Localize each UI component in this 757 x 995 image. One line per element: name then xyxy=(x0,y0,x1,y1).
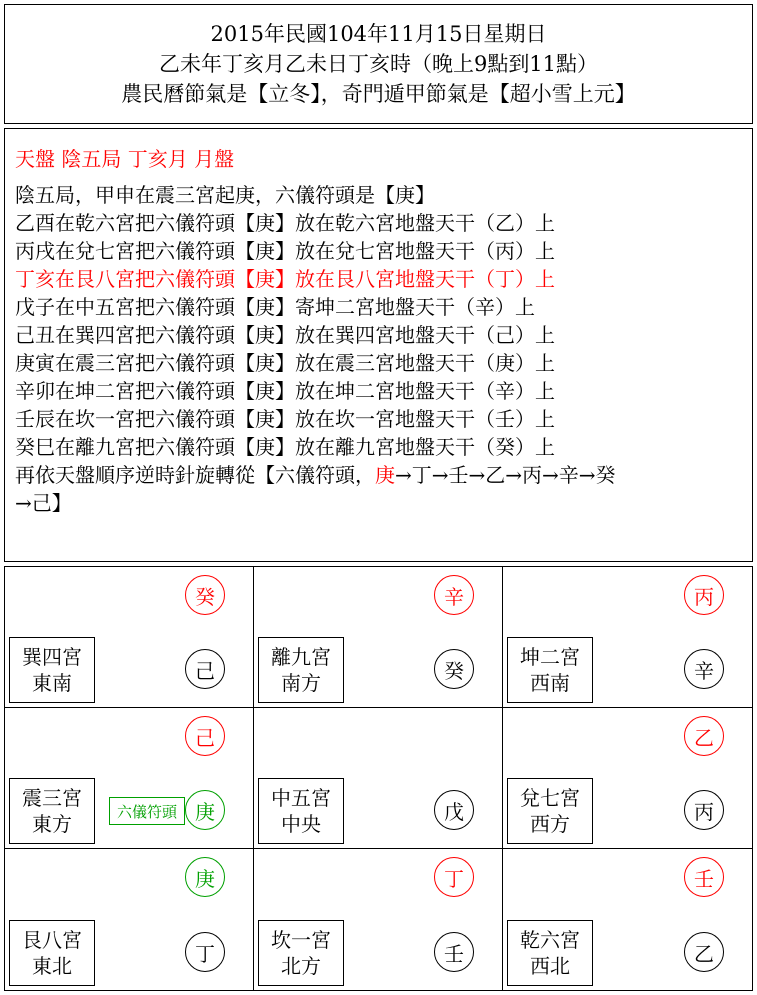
header-line-ganzhi: 乙未年丁亥月乙未日丁亥時（晚上9點到11點） xyxy=(158,52,599,76)
date-header-box xyxy=(4,4,753,124)
explanation-line-7: 辛卯在坤二宮把六儀符頭【庚】放在坤二宮地盤天干（辛）上 xyxy=(15,379,555,403)
palace-cell-gen8 xyxy=(5,849,254,990)
rotation-suffix: →丁→壬→乙→丙→辛→癸 xyxy=(395,463,616,487)
heaven-stem-circle: 辛 xyxy=(434,575,474,615)
nine-palace-grid xyxy=(4,566,753,991)
palace-name-box xyxy=(507,637,593,703)
palace-cell-kan1 xyxy=(254,849,503,990)
earth-stem-circle: 辛 xyxy=(684,649,724,689)
explanation-box xyxy=(4,128,753,562)
palace-name-line2: 西方 xyxy=(530,812,570,836)
palace-cell-xun4 xyxy=(5,567,254,708)
palace-name-line2: 北方 xyxy=(281,954,321,978)
explanation-line-6: 庚寅在震三宮把六儀符頭【庚】放在震三宮地盤天干（庚）上 xyxy=(15,351,555,375)
heaven-stem-circle: 壬 xyxy=(684,857,724,897)
palace-name-box xyxy=(258,778,344,844)
palace-name-line1: 離九宮 xyxy=(271,645,331,669)
earth-stem-circle: 乙 xyxy=(684,932,724,972)
palace-name-line1: 坎一宮 xyxy=(271,928,331,952)
explanation-line-2: 丙戌在兌七宮把六儀符頭【庚】放在兌七宮地盤天干（丙）上 xyxy=(15,239,555,263)
palace-name-box xyxy=(507,778,593,844)
palace-name-line1: 乾六宮 xyxy=(520,928,580,952)
explanation-line-8: 壬辰在坎一宮把六儀符頭【庚】放在坎一宮地盤天干（壬）上 xyxy=(15,407,555,431)
explanation-line-3: 丁亥在艮八宮把六儀符頭【庚】放在艮八宮地盤天干（丁）上 xyxy=(15,267,555,291)
heaven-stem-circle: 己 xyxy=(185,716,225,756)
heaven-stem-circle: 庚 xyxy=(185,857,225,897)
heaven-stem-circle: 乙 xyxy=(684,716,724,756)
fuhead-tag: 六儀符頭 xyxy=(109,797,185,825)
palace-name-box xyxy=(258,637,344,703)
palace-name-line1: 艮八宮 xyxy=(22,928,82,952)
palace-name-line1: 兌七宮 xyxy=(520,786,580,810)
palace-name-line2: 東南 xyxy=(32,671,72,695)
explanation-line-0: 陰五局，甲申在震三宮起庚，六儀符頭是【庚】 xyxy=(15,183,435,207)
header-line-date: 2015年民國104年11月15日星期日 xyxy=(210,22,547,46)
earth-stem-circle: 丙 xyxy=(684,790,724,830)
heaven-stem-circle: 癸 xyxy=(185,575,225,615)
palace-name-line1: 巽四宮 xyxy=(22,645,82,669)
earth-stem-circle: 己 xyxy=(185,649,225,689)
palace-name-line2: 東北 xyxy=(32,954,72,978)
earth-stem-circle: 癸 xyxy=(434,649,474,689)
palace-name-line1: 中五宮 xyxy=(271,786,331,810)
palace-name-line2: 西南 xyxy=(530,671,570,695)
earth-stem-circle: 丁 xyxy=(185,932,225,972)
palace-name-line1: 震三宮 xyxy=(22,786,82,810)
earth-stem-circle: 庚 xyxy=(185,790,225,830)
explanation-rotation-line xyxy=(15,461,742,489)
palace-name-line2: 中央 xyxy=(281,812,321,836)
heaven-stem-circle: 丙 xyxy=(684,575,724,615)
palace-name-box xyxy=(9,920,95,986)
explanation-rotation-wrap: →己】 xyxy=(15,491,72,515)
rotation-prefix: 再依天盤順序逆時針旋轉從【六儀符頭， xyxy=(15,463,375,487)
palace-name-line2: 西北 xyxy=(530,954,570,978)
header-line-jieqi: 農民曆節氣是【立冬】，奇門遁甲節氣是【超小雪上元】 xyxy=(121,82,636,106)
palace-cell-zhen3 xyxy=(5,708,254,849)
palace-name-box xyxy=(507,920,593,986)
palace-name-line1: 坤二宮 xyxy=(520,645,580,669)
explanation-line-1: 乙酉在乾六宮把六儀符頭【庚】放在乾六宮地盤天干（乙）上 xyxy=(15,211,555,235)
palace-cell-dui7 xyxy=(503,708,752,849)
palace-cell-li9 xyxy=(254,567,503,708)
explanation-line-9: 癸巳在離九宮把六儀符頭【庚】放在離九宮地盤天干（癸）上 xyxy=(15,435,555,459)
explanation-line-5: 己丑在巽四宮把六儀符頭【庚】放在巽四宮地盤天干（己）上 xyxy=(15,323,555,347)
palace-name-box xyxy=(258,920,344,986)
earth-stem-circle: 壬 xyxy=(434,932,474,972)
heaven-stem-circle: 丁 xyxy=(434,857,474,897)
palace-name-box xyxy=(9,778,95,844)
palace-name-line2: 東方 xyxy=(32,812,72,836)
explanation-title: 天盤 陰五局 丁亥月 月盤 xyxy=(15,147,235,171)
earth-stem-circle: 戊 xyxy=(434,790,474,830)
palace-cell-qian6 xyxy=(503,849,752,990)
palace-cell-kun2 xyxy=(503,567,752,708)
explanation-line-4: 戊子在中五宮把六儀符頭【庚】寄坤二宮地盤天干（辛）上 xyxy=(15,295,535,319)
palace-cell-zhong5 xyxy=(254,708,503,849)
palace-name-line2: 南方 xyxy=(281,671,321,695)
palace-name-box xyxy=(9,637,95,703)
rotation-red-stem: 庚 xyxy=(375,463,395,487)
